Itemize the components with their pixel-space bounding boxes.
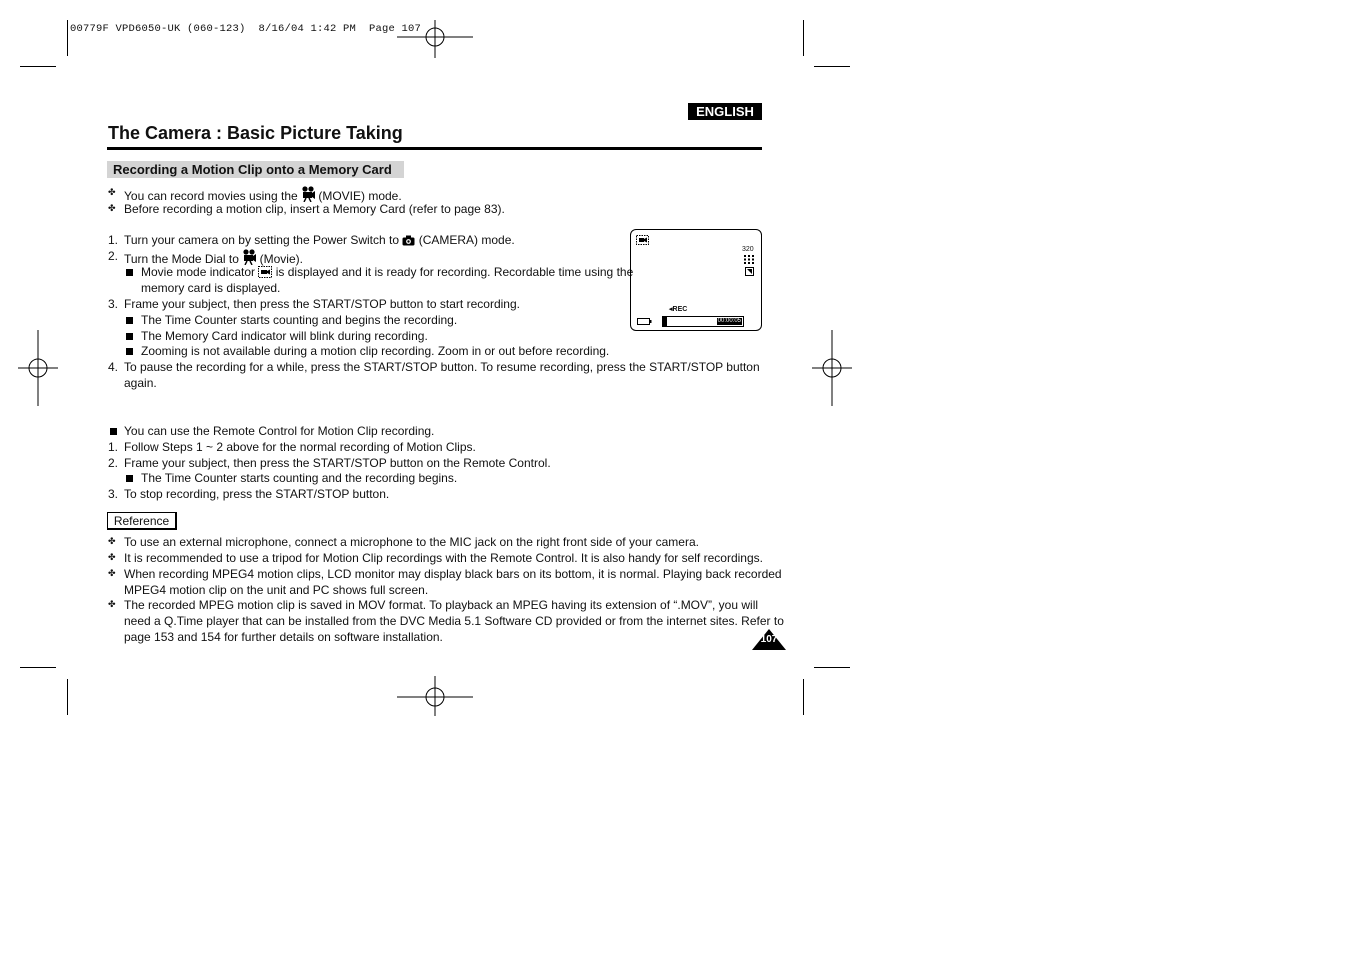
language-tab: ENGLISH [688, 103, 762, 120]
movie-icon [301, 186, 315, 202]
camera-icon [402, 235, 415, 246]
note-text: page 153 and 154 for further details on software installation. [124, 630, 443, 644]
step-bullet: The Memory Card indicator will blink during recording. [141, 329, 428, 343]
cross-bullet-icon: ✤ [108, 599, 116, 609]
crop-mark [803, 20, 804, 56]
lcd-counter-bar [662, 316, 744, 327]
page-number-badge [752, 629, 786, 655]
crop-mark [803, 679, 804, 715]
note-text: When recording MPEG4 motion clips, LCD monitor may display black bars on its bottom, it is normal. Playing back recorded [124, 567, 782, 581]
movie-mode-indicator-icon [636, 235, 649, 245]
step-text-part: Turn the Mode Dial to [124, 252, 243, 266]
crop-mark [67, 679, 68, 715]
crop-mark [20, 66, 56, 67]
square-bullet-icon [126, 475, 133, 482]
remote-bullet: You can use the Remote Control for Motion Clip recording. [124, 424, 435, 438]
reference-label: Reference [107, 512, 177, 530]
title-divider [107, 147, 762, 150]
step-text [124, 249, 303, 266]
step-text-part: (CAMERA) mode. [415, 233, 515, 247]
registration-mark [812, 330, 852, 406]
note-text: MPEG4 motion clip on the unit and PC shows full screen. [124, 583, 429, 597]
step-bullet-continuation: memory card is displayed. [141, 281, 281, 295]
step-bullet: Zooming is not available during a motion clip recording. Zoom in or out before recording. [141, 344, 610, 358]
square-bullet-icon [126, 348, 133, 355]
step-bullet: The Time Counter starts counting and begins the recording. [141, 313, 458, 327]
page-number: 107 [760, 634, 778, 645]
step-number: 3. [108, 297, 119, 311]
rec-label: REC [672, 306, 688, 313]
step-number: 2. [108, 249, 119, 263]
step-number: 2. [108, 456, 119, 470]
square-bullet-icon [126, 333, 133, 340]
cross-bullet-icon: ✤ [108, 552, 116, 562]
step-text-continuation: again. [124, 376, 157, 390]
step-number: 1. [108, 440, 119, 454]
step-number: 4. [108, 360, 119, 374]
battery-icon [637, 318, 652, 325]
crop-mark [20, 667, 56, 668]
registration-mark [397, 676, 473, 716]
note-text: need a Q.Time player that can be installed from the DVC Media 5.1 Software CD provided or from the internet sites. Refer to [124, 614, 784, 628]
movie-mode-indicator-icon [258, 266, 272, 278]
time-counter: 00:00:05 [717, 318, 741, 324]
memory-card-icon [745, 267, 754, 276]
movie-icon [242, 249, 256, 265]
rec-arrow-icon: ◂ [669, 306, 673, 313]
step-text: To pause the recording for a while, press the START/STOP button. To resume recording, press the START/STOP button [124, 360, 760, 374]
note-text: It is recommended to use a tripod for Motion Clip recordings with the Remote Control. It is also handy for self recordings. [124, 551, 763, 565]
note-text: The recorded MPEG motion clip is saved in MOV format. To playback an MPEG having its extension of “.MOV”, you will [124, 598, 759, 612]
step-text: Follow Steps 1 ~ 2 above for the normal recording of Motion Clips. [124, 440, 476, 454]
square-bullet-icon [126, 269, 133, 276]
note-text: To use an external microphone, connect a microphone to the MIC jack on the right front side of your camera. [124, 535, 699, 549]
step-number: 1. [108, 233, 119, 247]
step-text-part: (Movie). [256, 252, 303, 266]
step-text: Frame your subject, then press the START/STOP button on the Remote Control. [124, 456, 551, 470]
step-text-part: Turn your camera on by setting the Power Switch to [124, 233, 403, 247]
crop-mark [814, 66, 850, 67]
cross-bullet-icon: ✤ [108, 568, 116, 578]
intro-line [124, 186, 402, 203]
step-bullet: The Time Counter starts counting and the recording begins. [141, 471, 458, 485]
intro-text: (MOVIE) mode. [315, 189, 402, 203]
bullet-text: is displayed and it is ready for recording. Recordable time using the [272, 265, 634, 279]
step-text: To stop recording, press the START/STOP button. [124, 487, 390, 501]
bullet-text: Movie mode indicator [141, 265, 259, 279]
lcd-rec-indicator [669, 305, 687, 313]
square-bullet-icon [126, 317, 133, 324]
quality-icon [744, 255, 754, 264]
crop-mark [67, 20, 68, 56]
crop-mark [814, 667, 850, 668]
step-bullet [141, 265, 633, 279]
counter-start-marker [663, 317, 667, 326]
registration-mark [18, 330, 58, 406]
cross-bullet-icon: ✤ [108, 203, 116, 213]
print-header: 00779F VPD6050-UK (060-123) 8/16/04 1:42 PM Page 107 [70, 23, 422, 35]
lcd-resolution: 320 [742, 246, 754, 253]
section-heading: Recording a Motion Clip onto a Memory Card [107, 161, 404, 178]
cross-bullet-icon: ✤ [108, 536, 116, 546]
intro-text: You can record movies using the [124, 189, 301, 203]
cross-bullet-icon: ✤ [108, 187, 116, 197]
page-title: The Camera : Basic Picture Taking [108, 123, 403, 143]
step-text [124, 233, 515, 247]
step-text: Frame your subject, then press the START/STOP button to start recording. [124, 297, 520, 311]
intro-line: Before recording a motion clip, insert a Memory Card (refer to page 83). [124, 202, 505, 216]
square-bullet-icon [110, 428, 117, 435]
step-number: 3. [108, 487, 119, 501]
lcd-screen-illustration [630, 229, 762, 331]
